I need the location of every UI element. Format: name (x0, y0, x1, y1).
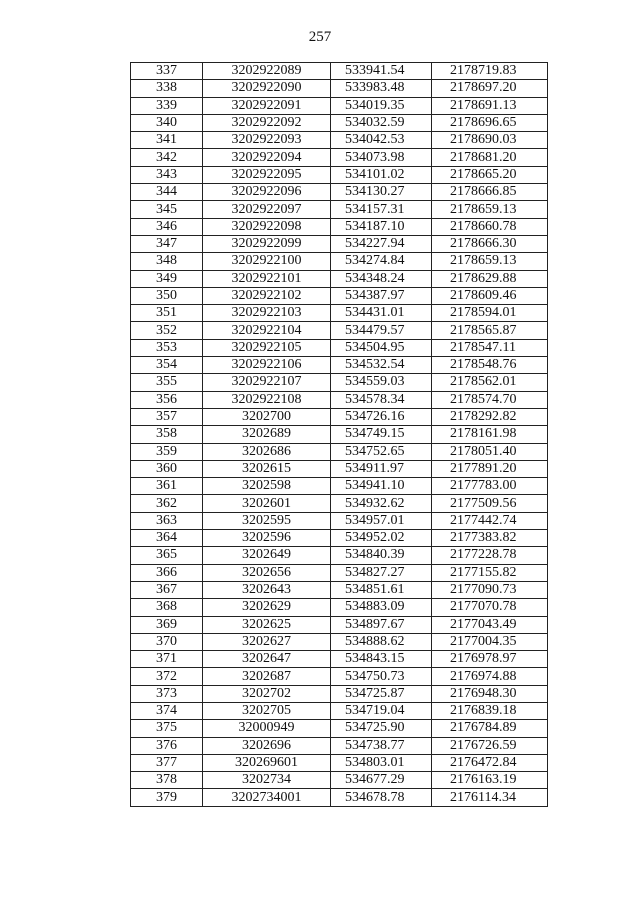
row-number-cell: 345 (131, 201, 203, 218)
point-code-cell: 3202922095 (203, 166, 331, 183)
x-coordinate-cell: 534911.97 (331, 460, 432, 477)
row-number-cell: 355 (131, 374, 203, 391)
row-number-cell: 352 (131, 322, 203, 339)
x-coordinate-cell: 534752.65 (331, 443, 432, 460)
table-row (131, 564, 548, 581)
point-code-cell: 320269601 (203, 754, 331, 771)
table-row (131, 374, 548, 391)
point-code-cell: 3202922090 (203, 80, 331, 97)
x-coordinate-cell: 534749.15 (331, 426, 432, 443)
y-coordinate-cell: 2178051.40 (432, 443, 548, 460)
x-coordinate-cell: 533941.54 (331, 63, 432, 80)
table-row (131, 668, 548, 685)
y-coordinate-cell: 2177043.49 (432, 616, 548, 633)
row-number-cell: 354 (131, 357, 203, 374)
row-number-cell: 348 (131, 253, 203, 270)
row-number-cell: 373 (131, 685, 203, 702)
y-coordinate-cell: 2178659.13 (432, 201, 548, 218)
y-coordinate-cell: 2176974.88 (432, 668, 548, 685)
x-coordinate-cell: 534578.34 (331, 391, 432, 408)
point-code-cell: 3202922097 (203, 201, 331, 218)
x-coordinate-cell: 534187.10 (331, 218, 432, 235)
row-number-cell: 371 (131, 651, 203, 668)
point-code-cell: 3202922094 (203, 149, 331, 166)
x-coordinate-cell: 534042.53 (331, 132, 432, 149)
y-coordinate-cell: 2178609.46 (432, 287, 548, 304)
y-coordinate-cell: 2178547.11 (432, 339, 548, 356)
table-row (131, 114, 548, 131)
x-coordinate-cell: 534952.02 (331, 530, 432, 547)
table-row (131, 80, 548, 97)
table-row (131, 201, 548, 218)
y-coordinate-cell: 2177070.78 (432, 599, 548, 616)
y-coordinate-cell: 2176839.18 (432, 702, 548, 719)
y-coordinate-cell: 2177155.82 (432, 564, 548, 581)
y-coordinate-cell: 2178565.87 (432, 322, 548, 339)
point-code-cell: 3202702 (203, 685, 331, 702)
x-coordinate-cell: 534725.90 (331, 720, 432, 737)
x-coordinate-cell: 534843.15 (331, 651, 432, 668)
point-code-cell: 3202922107 (203, 374, 331, 391)
x-coordinate-cell: 534932.62 (331, 495, 432, 512)
row-number-cell: 349 (131, 270, 203, 287)
row-number-cell: 364 (131, 530, 203, 547)
x-coordinate-cell: 534738.77 (331, 737, 432, 754)
point-code-cell: 3202922093 (203, 132, 331, 149)
point-code-cell: 3202643 (203, 581, 331, 598)
point-code-cell: 3202700 (203, 408, 331, 425)
y-coordinate-cell: 2177090.73 (432, 581, 548, 598)
x-coordinate-cell: 534019.35 (331, 97, 432, 114)
x-coordinate-cell: 534130.27 (331, 184, 432, 201)
x-coordinate-cell: 534032.59 (331, 114, 432, 131)
y-coordinate-cell: 2178691.13 (432, 97, 548, 114)
x-coordinate-cell: 534883.09 (331, 599, 432, 616)
point-code-cell: 3202922108 (203, 391, 331, 408)
point-code-cell: 3202922100 (203, 253, 331, 270)
row-number-cell: 344 (131, 184, 203, 201)
y-coordinate-cell: 2178696.65 (432, 114, 548, 131)
point-code-cell: 32000949 (203, 720, 331, 737)
table-body (131, 63, 548, 807)
table-row (131, 166, 548, 183)
row-number-cell: 351 (131, 305, 203, 322)
row-number-cell: 368 (131, 599, 203, 616)
row-number-cell: 374 (131, 702, 203, 719)
row-number-cell: 372 (131, 668, 203, 685)
table-row (131, 391, 548, 408)
point-code-cell: 3202686 (203, 443, 331, 460)
y-coordinate-cell: 2177783.00 (432, 478, 548, 495)
row-number-cell: 361 (131, 478, 203, 495)
table-row (131, 633, 548, 650)
y-coordinate-cell: 2178690.03 (432, 132, 548, 149)
y-coordinate-cell: 2177509.56 (432, 495, 548, 512)
table-row (131, 339, 548, 356)
table-row (131, 97, 548, 114)
row-number-cell: 366 (131, 564, 203, 581)
x-coordinate-cell: 533983.48 (331, 80, 432, 97)
table-row (131, 443, 548, 460)
table-row (131, 616, 548, 633)
y-coordinate-cell: 2177891.20 (432, 460, 548, 477)
y-coordinate-cell: 2176472.84 (432, 754, 548, 771)
row-number-cell: 376 (131, 737, 203, 754)
y-coordinate-cell: 2178697.20 (432, 80, 548, 97)
y-coordinate-cell: 2176784.89 (432, 720, 548, 737)
table-row (131, 408, 548, 425)
point-code-cell: 3202705 (203, 702, 331, 719)
y-coordinate-cell: 2177442.74 (432, 512, 548, 529)
table-row (131, 651, 548, 668)
y-coordinate-cell: 2177004.35 (432, 633, 548, 650)
point-code-cell: 3202649 (203, 547, 331, 564)
x-coordinate-cell: 534941.10 (331, 478, 432, 495)
y-coordinate-cell: 2178292.82 (432, 408, 548, 425)
x-coordinate-cell: 534719.04 (331, 702, 432, 719)
y-coordinate-cell: 2178562.01 (432, 374, 548, 391)
row-number-cell: 340 (131, 114, 203, 131)
x-coordinate-cell: 534888.62 (331, 633, 432, 650)
y-coordinate-cell: 2178574.70 (432, 391, 548, 408)
row-number-cell: 377 (131, 754, 203, 771)
table-row (131, 270, 548, 287)
table-row (131, 754, 548, 771)
y-coordinate-cell: 2178161.98 (432, 426, 548, 443)
x-coordinate-cell: 534101.02 (331, 166, 432, 183)
table-row (131, 322, 548, 339)
row-number-cell: 346 (131, 218, 203, 235)
x-coordinate-cell: 534387.97 (331, 287, 432, 304)
y-coordinate-cell: 2178666.85 (432, 184, 548, 201)
point-code-cell: 3202922104 (203, 322, 331, 339)
point-code-cell: 3202629 (203, 599, 331, 616)
table-row (131, 737, 548, 754)
row-number-cell: 359 (131, 443, 203, 460)
point-code-cell: 3202696 (203, 737, 331, 754)
table-row (131, 253, 548, 270)
row-number-cell: 365 (131, 547, 203, 564)
x-coordinate-cell: 534957.01 (331, 512, 432, 529)
y-coordinate-cell: 2176726.59 (432, 737, 548, 754)
x-coordinate-cell: 534851.61 (331, 581, 432, 598)
point-code-cell: 3202922091 (203, 97, 331, 114)
table-row (131, 235, 548, 252)
table-row (131, 789, 548, 806)
row-number-cell: 339 (131, 97, 203, 114)
row-number-cell: 367 (131, 581, 203, 598)
table-row (131, 218, 548, 235)
point-code-cell: 3202922096 (203, 184, 331, 201)
point-code-cell: 3202656 (203, 564, 331, 581)
table-row (131, 547, 548, 564)
point-code-cell: 3202595 (203, 512, 331, 529)
row-number-cell: 347 (131, 235, 203, 252)
y-coordinate-cell: 2177383.82 (432, 530, 548, 547)
x-coordinate-cell: 534726.16 (331, 408, 432, 425)
point-code-cell: 3202922103 (203, 305, 331, 322)
table-row (131, 149, 548, 166)
point-code-cell: 3202687 (203, 668, 331, 685)
x-coordinate-cell: 534897.67 (331, 616, 432, 633)
x-coordinate-cell: 534227.94 (331, 235, 432, 252)
x-coordinate-cell: 534725.87 (331, 685, 432, 702)
point-code-cell: 3202922102 (203, 287, 331, 304)
point-code-cell: 3202922092 (203, 114, 331, 131)
table-row (131, 495, 548, 512)
row-number-cell: 379 (131, 789, 203, 806)
table-row (131, 132, 548, 149)
y-coordinate-cell: 2178665.20 (432, 166, 548, 183)
x-coordinate-cell: 534840.39 (331, 547, 432, 564)
x-coordinate-cell: 534532.54 (331, 357, 432, 374)
row-number-cell: 357 (131, 408, 203, 425)
x-coordinate-cell: 534559.03 (331, 374, 432, 391)
x-coordinate-cell: 534504.95 (331, 339, 432, 356)
coordinates-table (130, 62, 548, 807)
point-code-cell: 3202922099 (203, 235, 331, 252)
y-coordinate-cell: 2178548.76 (432, 357, 548, 374)
table-row (131, 63, 548, 80)
point-code-cell: 3202922101 (203, 270, 331, 287)
point-code-cell: 3202647 (203, 651, 331, 668)
row-number-cell: 362 (131, 495, 203, 512)
row-number-cell: 337 (131, 63, 203, 80)
row-number-cell: 378 (131, 772, 203, 789)
row-number-cell: 360 (131, 460, 203, 477)
y-coordinate-cell: 2177228.78 (432, 547, 548, 564)
point-code-cell: 3202596 (203, 530, 331, 547)
row-number-cell: 350 (131, 287, 203, 304)
x-coordinate-cell: 534274.84 (331, 253, 432, 270)
row-number-cell: 358 (131, 426, 203, 443)
y-coordinate-cell: 2178681.20 (432, 149, 548, 166)
y-coordinate-cell: 2178719.83 (432, 63, 548, 80)
point-code-cell: 3202734001 (203, 789, 331, 806)
x-coordinate-cell: 534750.73 (331, 668, 432, 685)
point-code-cell: 3202601 (203, 495, 331, 512)
row-number-cell: 341 (131, 132, 203, 149)
x-coordinate-cell: 534431.01 (331, 305, 432, 322)
table-row (131, 460, 548, 477)
row-number-cell: 356 (131, 391, 203, 408)
y-coordinate-cell: 2176114.34 (432, 789, 548, 806)
table-row (131, 287, 548, 304)
point-code-cell: 3202922089 (203, 63, 331, 80)
row-number-cell: 342 (131, 149, 203, 166)
x-coordinate-cell: 534348.24 (331, 270, 432, 287)
table-row (131, 478, 548, 495)
point-code-cell: 3202922105 (203, 339, 331, 356)
point-code-cell: 3202922098 (203, 218, 331, 235)
row-number-cell: 369 (131, 616, 203, 633)
x-coordinate-cell: 534678.78 (331, 789, 432, 806)
x-coordinate-cell: 534827.27 (331, 564, 432, 581)
table-row (131, 184, 548, 201)
table-row (131, 530, 548, 547)
table-row (131, 720, 548, 737)
point-code-cell: 3202598 (203, 478, 331, 495)
y-coordinate-cell: 2178666.30 (432, 235, 548, 252)
page-number: 257 (308, 29, 332, 45)
x-coordinate-cell: 534803.01 (331, 754, 432, 771)
y-coordinate-cell: 2178660.78 (432, 218, 548, 235)
row-number-cell: 375 (131, 720, 203, 737)
point-code-cell: 3202922106 (203, 357, 331, 374)
y-coordinate-cell: 2176163.19 (432, 772, 548, 789)
row-number-cell: 338 (131, 80, 203, 97)
table-row (131, 305, 548, 322)
row-number-cell: 370 (131, 633, 203, 650)
table-row (131, 357, 548, 374)
table-row (131, 772, 548, 789)
row-number-cell: 363 (131, 512, 203, 529)
y-coordinate-cell: 2178659.13 (432, 253, 548, 270)
x-coordinate-cell: 534073.98 (331, 149, 432, 166)
point-code-cell: 3202615 (203, 460, 331, 477)
row-number-cell: 353 (131, 339, 203, 356)
table-row (131, 581, 548, 598)
table-row (131, 599, 548, 616)
y-coordinate-cell: 2176978.97 (432, 651, 548, 668)
point-code-cell: 3202734 (203, 772, 331, 789)
row-number-cell: 343 (131, 166, 203, 183)
table-row (131, 702, 548, 719)
point-code-cell: 3202689 (203, 426, 331, 443)
table-row (131, 426, 548, 443)
y-coordinate-cell: 2178594.01 (432, 305, 548, 322)
x-coordinate-cell: 534677.29 (331, 772, 432, 789)
point-code-cell: 3202627 (203, 633, 331, 650)
table-row (131, 512, 548, 529)
point-code-cell: 3202625 (203, 616, 331, 633)
x-coordinate-cell: 534157.31 (331, 201, 432, 218)
y-coordinate-cell: 2178629.88 (432, 270, 548, 287)
y-coordinate-cell: 2176948.30 (432, 685, 548, 702)
table-row (131, 685, 548, 702)
x-coordinate-cell: 534479.57 (331, 322, 432, 339)
